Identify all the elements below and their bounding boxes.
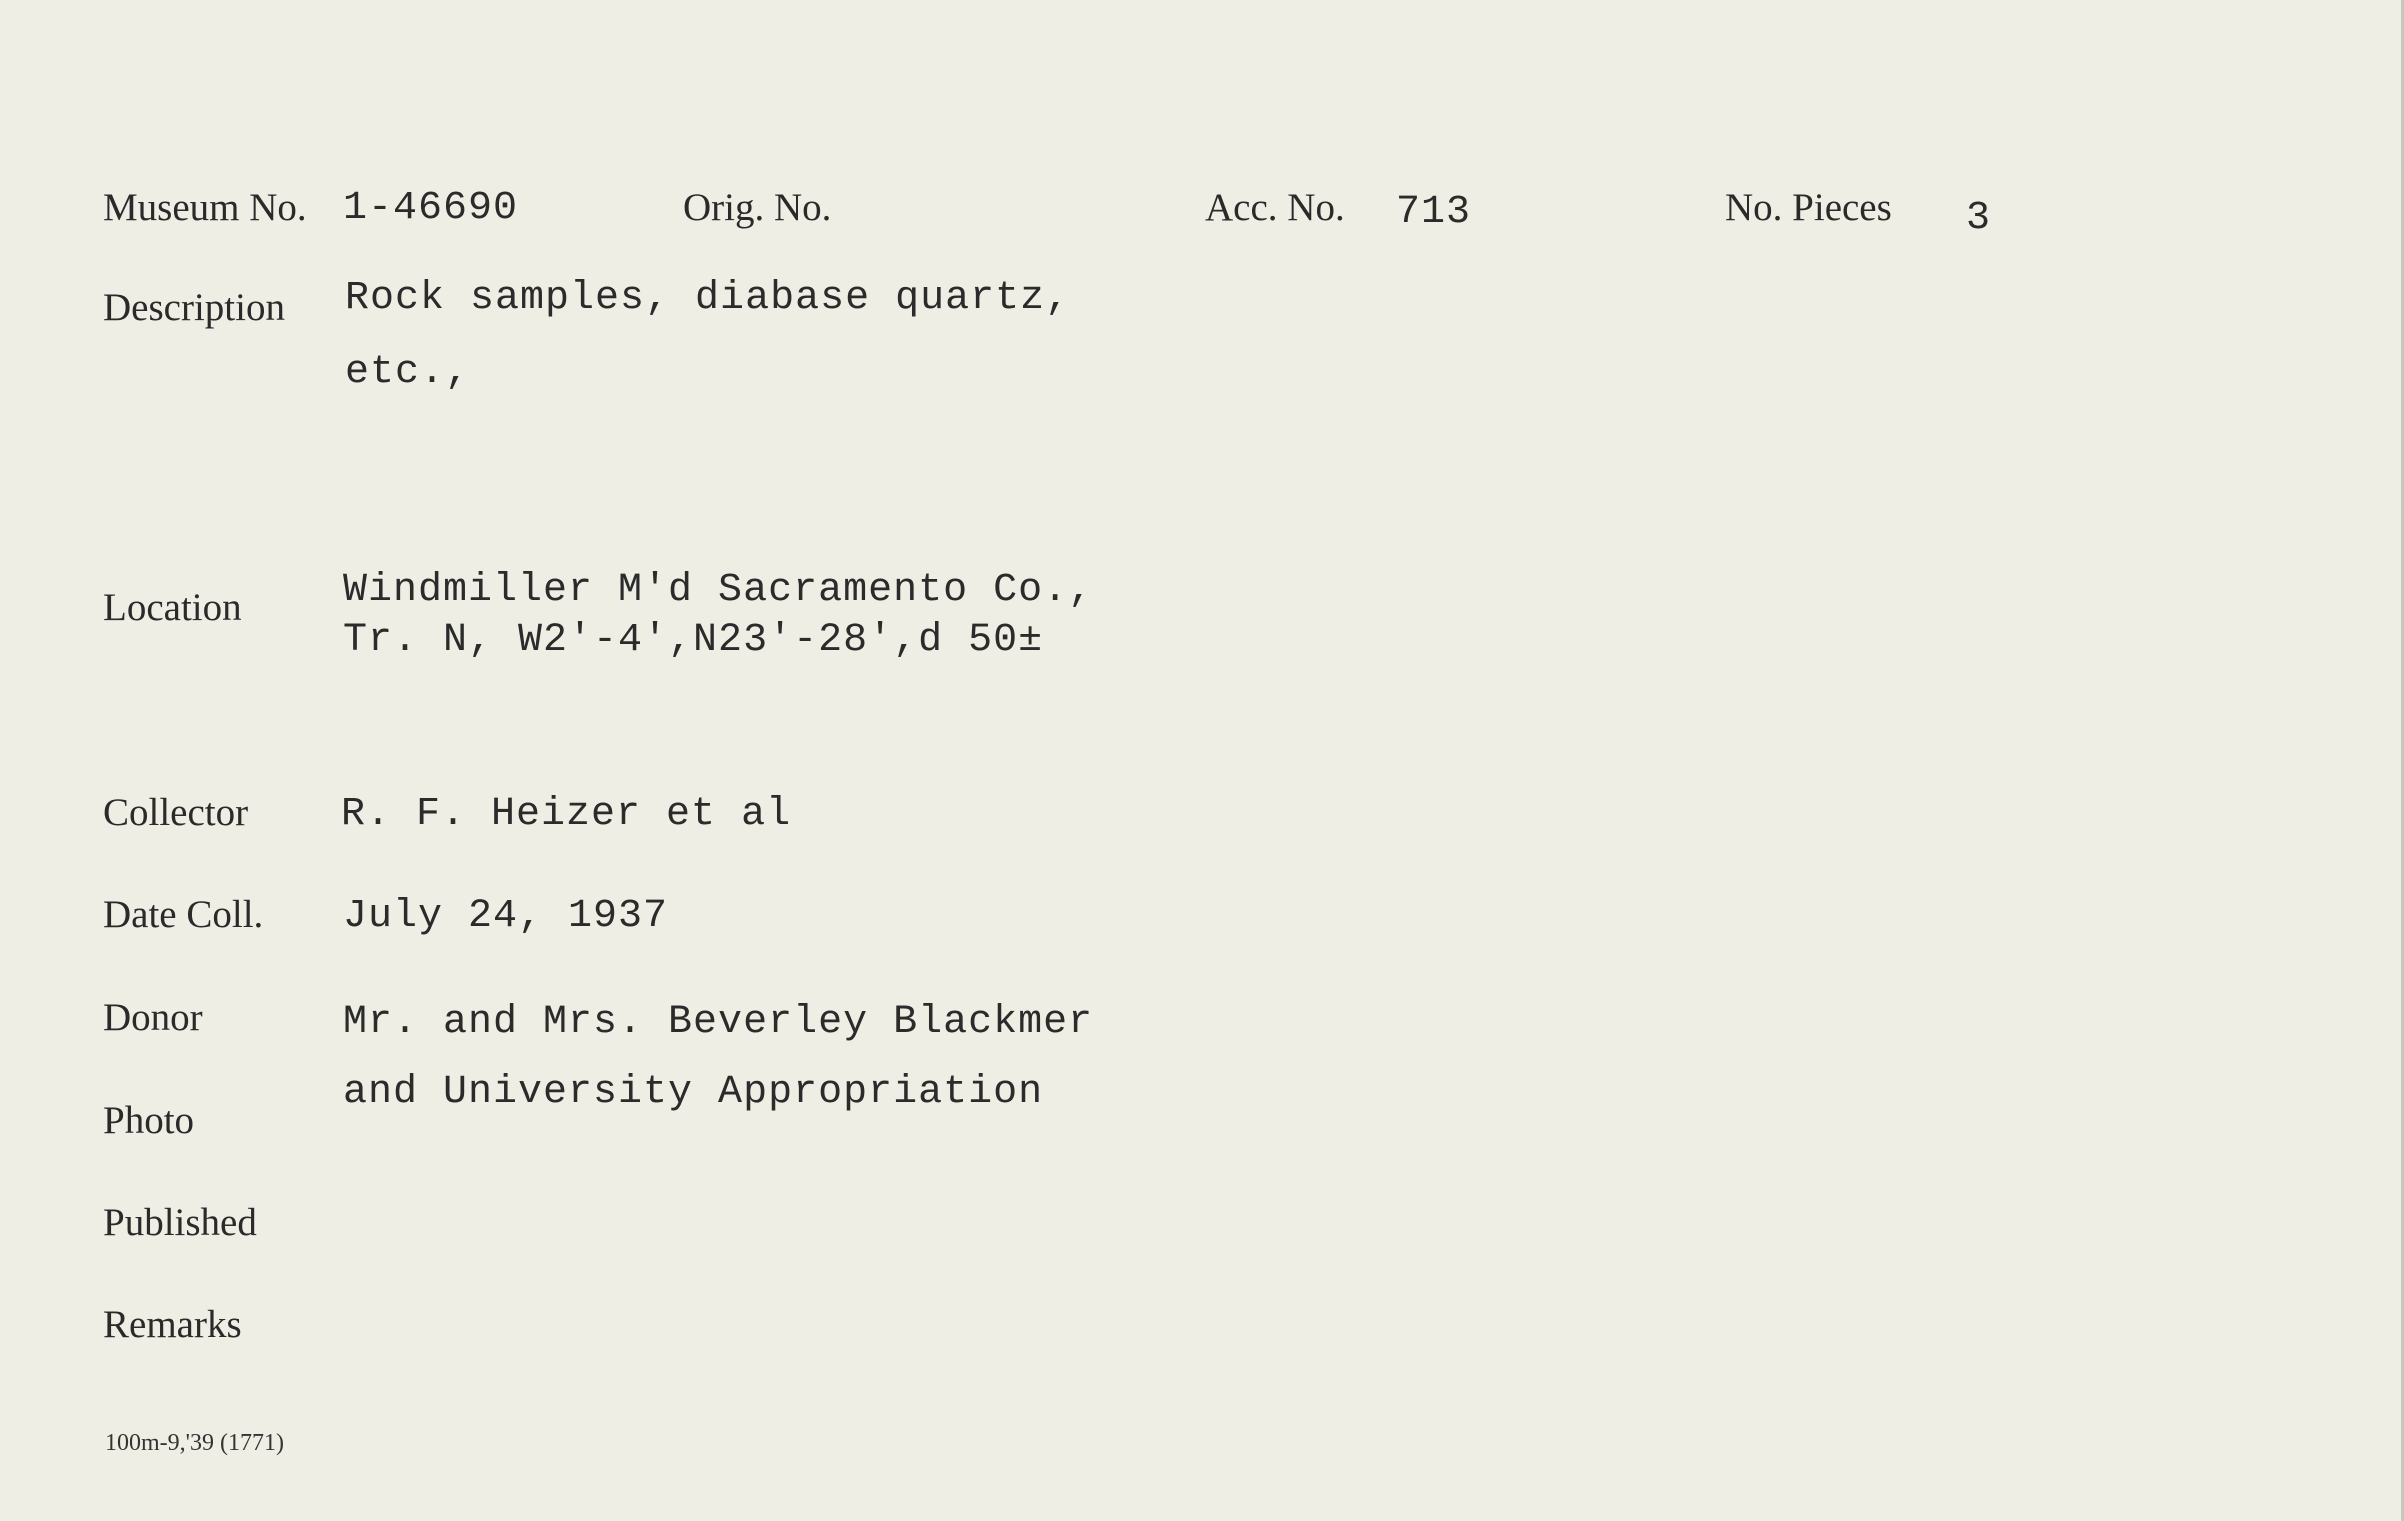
collector-label: Collector: [103, 791, 249, 834]
description-line-1: Rock samples, diabase quartz,: [345, 276, 1071, 321]
remarks-label: Remarks: [103, 1303, 242, 1346]
collector-value: R. F. Heizer et al: [341, 792, 792, 837]
date-coll-value: July 24, 1937: [343, 894, 669, 939]
acc-no-value: 713: [1396, 190, 1472, 235]
acc-no-label: Acc. No.: [1205, 186, 1345, 229]
orig-no-label: Orig. No.: [683, 186, 832, 229]
no-pieces-label: No. Pieces: [1725, 186, 1892, 229]
photo-label: Photo: [103, 1099, 195, 1142]
museum-no-label: Museum No.: [103, 186, 307, 229]
location-label: Location: [103, 586, 242, 629]
description-label: Description: [103, 286, 285, 329]
date-coll-label: Date Coll.: [103, 893, 264, 936]
location-line-1: Windmiller M'd Sacramento Co.,: [343, 568, 1094, 613]
description-line-2: etc.,: [345, 350, 471, 395]
donor-line-1: Mr. and Mrs. Beverley Blackmer: [343, 1000, 1094, 1045]
published-label: Published: [103, 1201, 257, 1244]
no-pieces-value: 3: [1966, 196, 1992, 241]
location-line-2: Tr. N, W2'-4',N23'-28',d 50±: [343, 618, 1044, 663]
donor-label: Donor: [103, 996, 203, 1039]
donor-line-2: and University Appropriation: [343, 1070, 1044, 1115]
print-code: 100m-9,'39 (1771): [105, 1430, 284, 1456]
museum-no-value: 1-46690: [343, 186, 519, 231]
